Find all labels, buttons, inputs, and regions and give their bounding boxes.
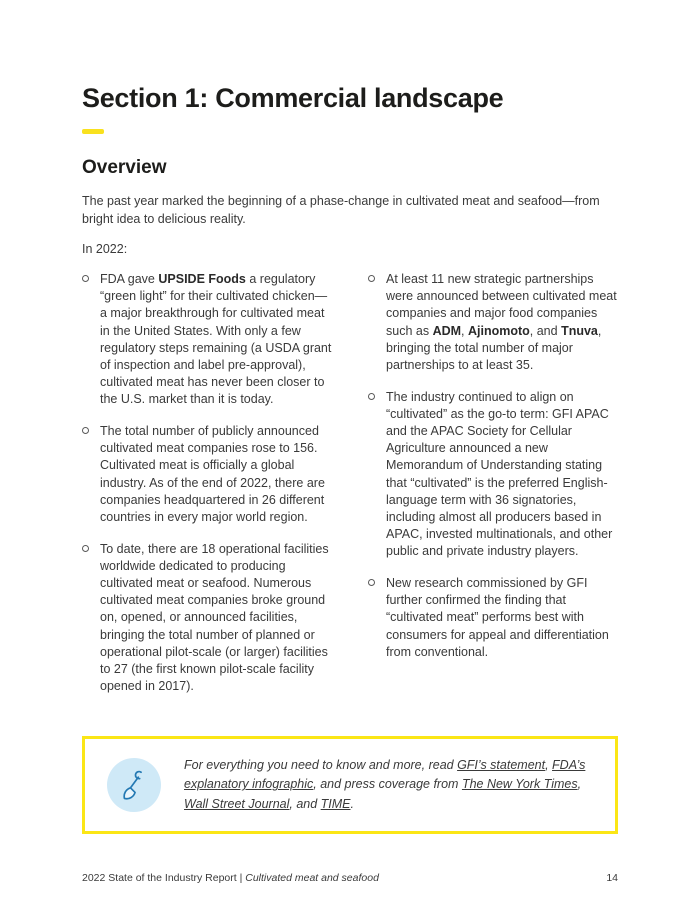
text-segment: , — [545, 758, 553, 773]
callout-text — [184, 756, 593, 814]
text-segment: The total number of publicly announced cultivated meat companies rose to 156. Cultivated meat is officially a global industry. As of the end of 2022, there are companies headquartered in 26 different countries in every major world region. — [100, 424, 325, 524]
bullet-item — [82, 271, 332, 408]
inline-link[interactable]: TIME — [320, 796, 351, 811]
bullet-marker-icon — [368, 275, 375, 282]
text-segment: , — [577, 777, 582, 792]
bullet-text — [100, 541, 332, 695]
text-segment: ADM — [432, 323, 462, 338]
text-segment: , and — [529, 323, 562, 338]
bullet-text — [386, 389, 618, 560]
bullet-item — [368, 389, 618, 560]
text-segment: a regulatory “green light” for their cultivated chicken—a major breakthrough for cultivated meat in the United States. With only a few regulatory steps remaining (a USDA grant of inspection and label pre-approval), cultivated meat has never been closer to the U.S. market than it is today. — [100, 272, 332, 407]
text-segment: , and press coverage from — [313, 777, 462, 792]
shovel-icon — [107, 758, 161, 812]
text-segment: Tnuva — [561, 323, 598, 338]
text-segment: To date, there are 18 operational facilities worldwide dedicated to producing cultivated meat or seafood. Numerous cultivated meat companies broke ground on, opened, or announced facilities, bringing the total number of planned or operational pilot-scale (or larger) facilities to 27 (the first known pilot-scale facility opened in 2017). — [100, 541, 329, 693]
text-segment: At least 11 new strategic partnerships were announced between cultivated meat companies and major food companies such as — [386, 272, 617, 338]
text-segment: Ajinomoto — [467, 323, 530, 338]
bullet-columns — [82, 271, 618, 710]
callout-box — [82, 736, 618, 834]
list-intro: In 2022: — [82, 242, 128, 257]
text-segment: New research commissioned by GFI further confirmed the finding that “cultivated meat” performs best with consumers for appeal and differentiation from conventional. — [386, 576, 609, 659]
text-segment: UPSIDE Foods — [158, 272, 246, 287]
text-segment: , — [461, 323, 468, 338]
footer-page-number: 14 — [606, 872, 618, 884]
bullet-column-right — [368, 271, 618, 710]
bullet-marker-icon — [82, 275, 89, 282]
intro-paragraph: The past year marked the beginning of a phase-change in cultivated meat and seafood—from bright idea to delicious reality. — [82, 193, 600, 227]
bullet-marker-icon — [368, 393, 375, 400]
section-title: Section 1: Commercial landscape — [82, 83, 504, 113]
inline-link[interactable]: The New York Times — [461, 777, 578, 792]
inline-link[interactable]: FDA’s explanatory infographic — [184, 758, 586, 792]
inline-link[interactable]: GFI’s statement — [457, 758, 546, 773]
text-segment: , bringing the total number of major partnerships to at least 35. — [386, 323, 602, 372]
text-segment: . — [350, 796, 354, 811]
text-segment: The industry continued to align on “cultivated” as the go-to term: GFI APAC and the APAC Society for Cellular Agriculture announced a new Memorandum of Understanding stating that “cultivated” is the preferred English-language term with 36 signatories, including almost all producers based in APAC, invested multinationals, and other public and private industry players. — [386, 389, 613, 559]
bullet-item — [82, 423, 332, 526]
footer-report-subtitle: Cultivated meat and seafood — [245, 872, 379, 884]
text-segment: FDA gave — [100, 272, 159, 287]
bullet-text — [100, 271, 332, 408]
page-footer — [82, 872, 618, 884]
title-accent-dash — [82, 129, 104, 134]
bullet-item — [82, 541, 332, 695]
overview-heading: Overview — [82, 156, 167, 178]
bullet-text — [100, 423, 332, 526]
bullet-text — [386, 575, 618, 661]
inline-link[interactable]: Wall Street Journal — [184, 796, 290, 811]
footer-report-title — [82, 872, 379, 884]
bullet-text — [386, 271, 618, 374]
bullet-marker-icon — [368, 579, 375, 586]
bullet-item — [368, 271, 618, 374]
text-segment: , and — [289, 796, 321, 811]
bullet-marker-icon — [82, 427, 89, 434]
bullet-column-left — [82, 271, 332, 710]
text-segment: For everything you need to know and more, read — [184, 758, 458, 773]
footer-report-name: 2022 State of the Industry Report | — [82, 872, 246, 884]
bullet-item — [368, 575, 618, 661]
bullet-marker-icon — [82, 545, 89, 552]
